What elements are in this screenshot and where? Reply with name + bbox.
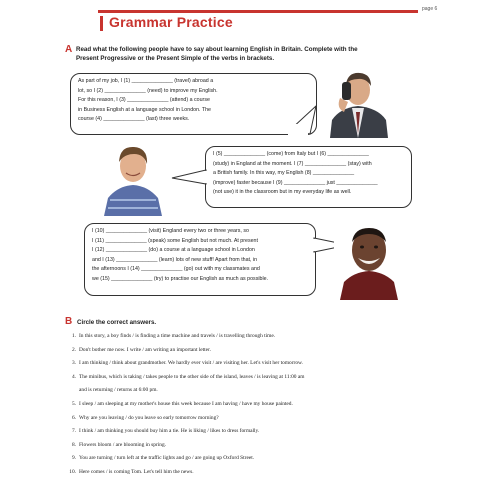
young-man-photo — [100, 140, 166, 216]
item-number: 9. — [71, 455, 76, 462]
exercise-list — [64, 330, 484, 480]
item-text: Don't bother me now. I write / am writing an important letter. — [79, 346, 211, 353]
bubble-line: I (12) ______________ (do) a course at a language school in London — [92, 247, 255, 253]
list-item — [64, 466, 484, 480]
item-number: 10. — [69, 468, 76, 475]
list-item — [64, 384, 484, 398]
item-number: 3. — [71, 360, 76, 367]
title-marker — [100, 16, 103, 31]
bubble-line: As part of my job, I (1) ______________ (travel) abroad a — [78, 78, 214, 84]
bubble-line: in Business English at a language school in London. The — [78, 106, 212, 113]
item-text: Here comes / is coming Tom. Let's tell him the news. — [79, 468, 194, 475]
bubble-line: we (15) ______________ (try) to practise our English as much as possible. — [92, 275, 269, 282]
section-b-instruction: Circle the correct answers. — [77, 319, 157, 326]
item-number: 5. — [71, 400, 76, 407]
bubble-line: lot, so I (2) ______________ (need) to improve my English. — [78, 87, 218, 94]
page-number: page 6 — [422, 6, 438, 12]
item-text: Why are you leaving / do you leave so early tomorrow morning? — [79, 414, 219, 421]
section-a-letter: A — [65, 44, 73, 55]
item-text: The minibus, which is taking / takes people to the other side of the island, leaves / is leaving at 11:00 am — [79, 373, 305, 380]
item-number: 1. — [71, 333, 76, 339]
item-number: 7. — [71, 428, 76, 435]
item-number: 2. — [71, 346, 76, 353]
item-text: Flowers bloom / are blooming in spring. — [79, 441, 166, 448]
bubble-line: I (11) ______________ (speak) some English but not much. At present — [92, 237, 258, 244]
item-text: I think / am thinking you should buy him a tie. He is liking / likes to dress formally. — [79, 428, 260, 435]
list-item — [64, 452, 484, 466]
speech-bubble-3 — [84, 223, 316, 296]
list-item — [64, 398, 484, 412]
speech-bubble-2 — [205, 146, 412, 208]
list-item — [64, 344, 484, 358]
bubble-line: (not use) it in the classroom but in my everyday life as well. — [213, 189, 352, 195]
bubble-line: (study) in England at the moment. I (7) ______________ (stay) with — [213, 160, 372, 167]
section-b-letter: B — [65, 316, 73, 327]
bubble-2-tail — [170, 168, 210, 188]
section-a-instruction — [76, 46, 358, 63]
header-rule — [98, 10, 418, 13]
bubble-line: and I (13) ______________ (learn) lots of new stuff! Apart from that, in — [92, 256, 258, 263]
item-text: I am thinking / think about grandmother. We hardly ever visit / are visiting her. Let's visit her tomorrow. — [79, 360, 303, 367]
list-item — [64, 439, 484, 453]
bubble-line: the afternoons I (14) ______________ (go) out with my classmates and — [92, 266, 260, 272]
item-number: 4. — [71, 373, 76, 380]
instruction-line: Present Progressive or the Present Simple of the verbs in brackets. — [76, 54, 275, 62]
bubble-line: For this reason, I (3) ______________ (attend) a course — [78, 97, 210, 103]
page-title: Grammar Practice — [109, 14, 233, 30]
list-item — [64, 425, 484, 439]
bubble-line: (improve) faster because I (9) ______________ just ______________ — [213, 179, 378, 186]
bubble-line: course (4) ______________ (last) three weeks. — [78, 116, 190, 122]
item-number: 8. — [71, 441, 76, 448]
item-text: You are turning / turn left at the traffic lights and go / are going up Oxford Street. — [79, 455, 255, 462]
item-text: and is returning / returns at 6:00 pm. — [79, 387, 158, 394]
list-item — [64, 357, 484, 371]
item-text: I sleep / am sleeping at my mother's house this week because I am having / have my house painted. — [79, 400, 293, 407]
list-item — [64, 412, 484, 426]
businessman-photo — [318, 68, 400, 138]
bubble-line: I (5) ______________ (come) from Italy but I (6) ______________ — [213, 151, 369, 157]
bubble-line: I (10) ______________ (visit) England every two or three years, so — [92, 228, 249, 234]
item-text: In this story, a boy finds / is finding a time machine and travels / is travelling through time. — [79, 333, 276, 339]
instruction-line: Read what the following people have to say about learning English in Britain. Complete with the — [76, 46, 358, 53]
list-item — [64, 371, 484, 385]
bubble-1-tail — [250, 100, 320, 140]
item-number: 6. — [71, 414, 76, 421]
bubble-line: a British family. In this way, my English (8) ______________ — [213, 170, 355, 176]
smiling-man-photo — [334, 220, 404, 300]
list-item — [64, 330, 484, 344]
